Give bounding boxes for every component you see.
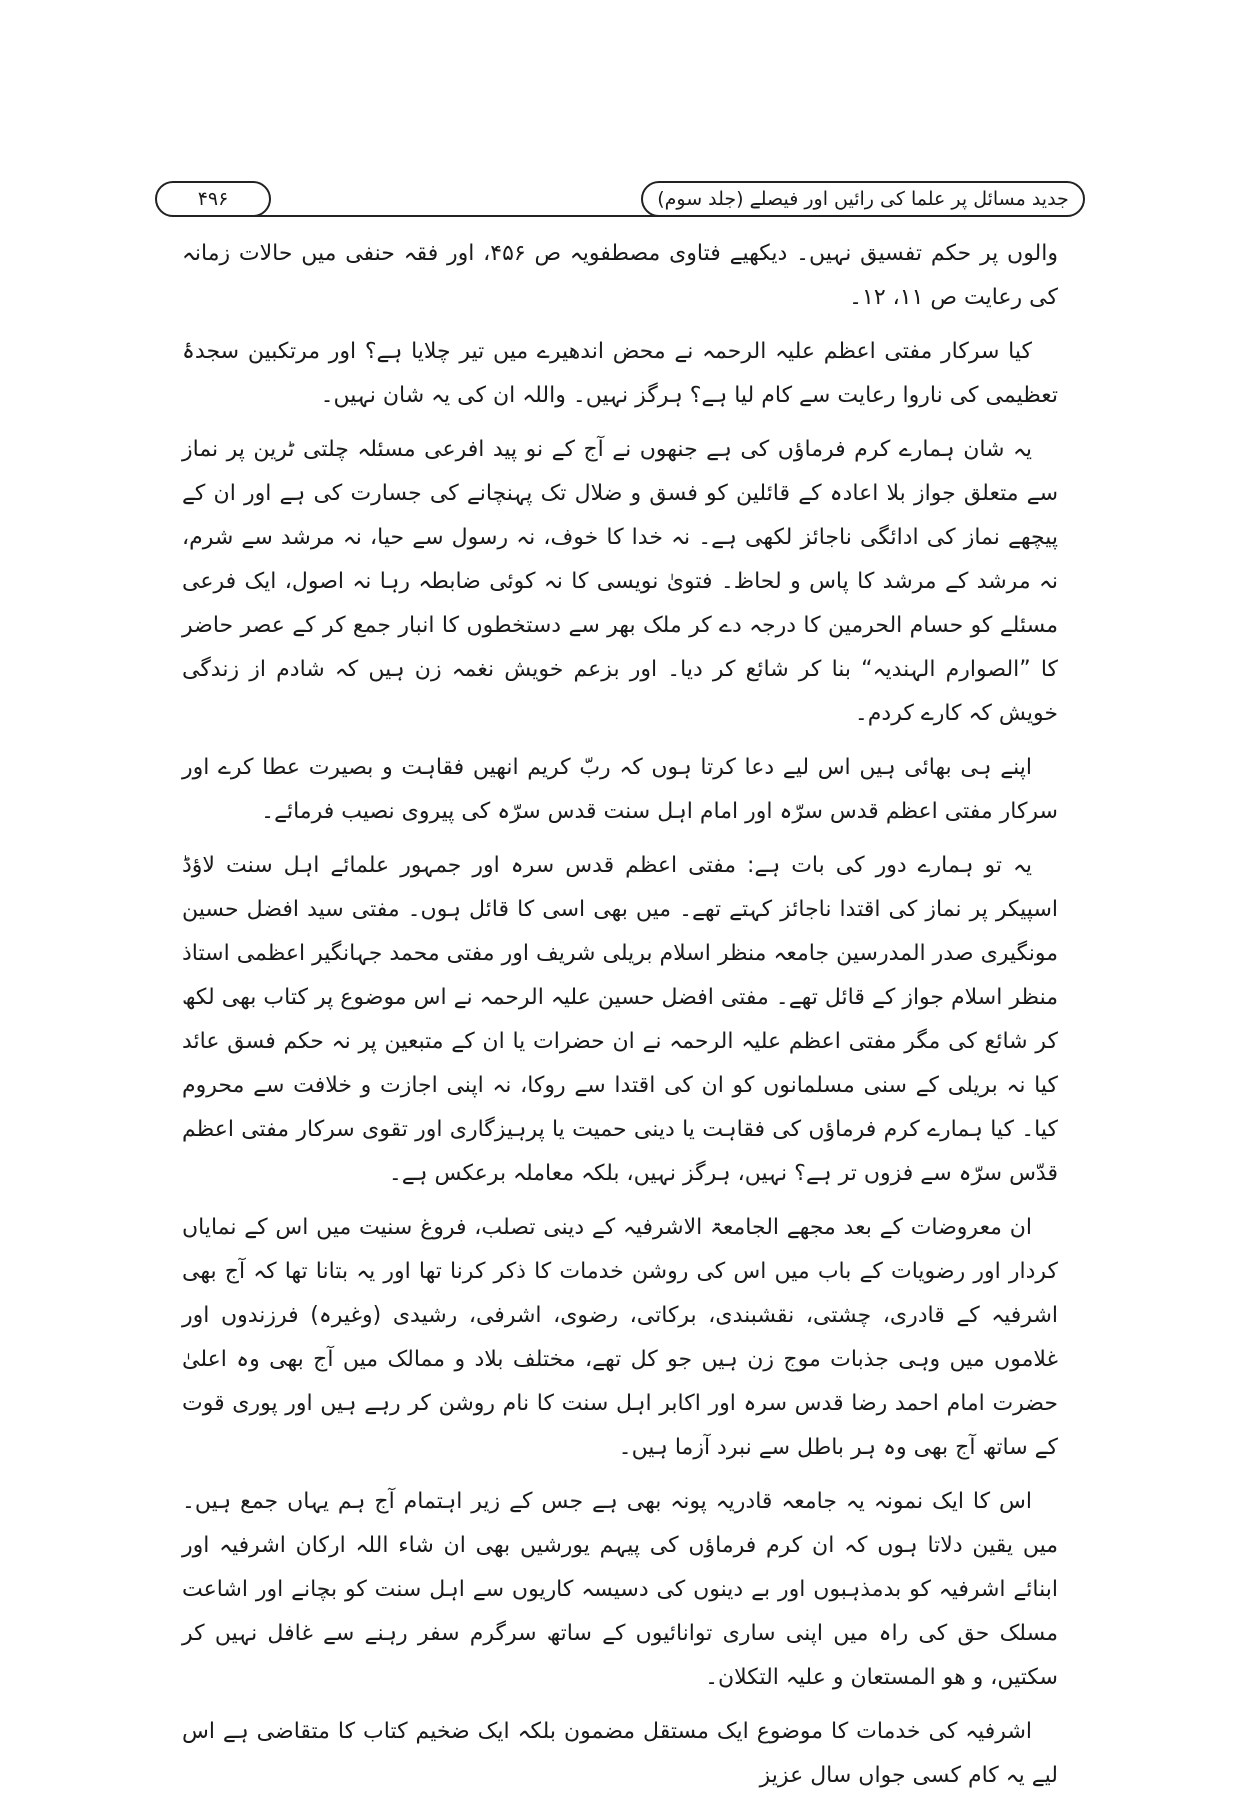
paragraph: یہ تو ہمارے دور کی بات ہے: مفتی اعظم قدس سرہ اور جمہور علمائے اہل سنت لاؤڈ اسپیکر پر نماز کی اقتدا ناجائز کہتے تھے۔ میں بھی اسی کا قائل ہوں۔ مفتی سید افضل حسین مونگیری صدر المدرسین جامعہ منظر اسلام بریلی شریف اور مفتی محمد جہانگیر اعظمی استاذ منظر اسلام جواز کے قائل تھے۔ مفتی افضل حسین علیہ الرحمہ نے اس موضوع پر کتاب بھی لکھ کر شائع کی مگر مفتی اعظم علیہ الرحمہ نے ان حضرات یا ان کے متبعین پر نہ حکم فسق عائد کیا نہ بریلی کے سنی مسلمانوں کو ان کی اقتدا سے روکا، نہ اپنی اجازت و خلافت سے محروم کیا۔ کیا ہمارے کرم فرماؤں کی فقاہت یا دینی حمیت یا پرہیزگاری اور تقوی سرکار مفتی اعظم قدّس سرّہ سے فزوں تر ہے؟ نہیں، ہرگز نہیں، بلکہ معاملہ برعکس ہے۔ (182, 853, 1058, 1186)
page-header (155, 177, 1085, 221)
paragraph: والوں پر حکم تفسیق نہیں۔ دیکھیے فتاوی مصطفویہ ص ۴۵۶، اور فقہ حنفی میں حالات زمانہ کی رعایت ص ۱۱، ۱۲۔ (182, 241, 1058, 310)
paragraph: اشرفیہ کی خدمات کا موضوع ایک مستقل مضمون بلکہ ایک ضخیم کتاب کا متقاضی ہے اس لیے یہ کام کسی جواں سال عزیز (182, 1719, 1058, 1788)
paragraph: یہ شان ہمارے کرم فرماؤں کی ہے جنھوں نے آج کے نو پید افرعی مسئلہ چلتی ٹرین پر نماز سے متعلق جواز بلا اعادہ کے قائلین کو فسق و ضلال تک پہنچانے کی جسارت کی ہے اور ان کے پیچھے نماز کی ادائگی ناجائز لکھی ہے۔ نہ خدا کا خوف، نہ رسول سے حیا، نہ مرشد سے شرم، نہ مرشد کے مرشد کا پاس و لحاظ۔ فتویٰ نویسی کا نہ کوئی ضابطہ رہا نہ اصول، ایک فرعی مسئلے کو حسام الحرمین کا درجہ دے کر ملک بھر سے دستخطوں کا انبار جمع کر کے عصر حاضر کا ”الصوارم الہندیہ“ بنا کر شائع کر دیا۔ اور بزعم خویش نغمہ زن ہیں کہ شادم از زندگی خویش کہ کارے کردم۔ (182, 437, 1058, 726)
paragraph: کیا سرکار مفتی اعظم علیہ الرحمہ نے محض اندھیرے میں تیر چلایا ہے؟ اور مرتکبین سجدۂ تعظیمی کی ناروا رعایت سے کام لیا ہے؟ ہرگز نہیں۔ واللہ ان کی یہ شان نہیں۔ (182, 339, 1058, 408)
book-title-frame (641, 181, 1085, 217)
paragraph: اس کا ایک نمونہ یہ جامعہ قادریہ پونہ بھی ہے جس کے زیر اہتمام آج ہم یہاں جمع ہیں۔ میں یقین دلاتا ہوں کہ ان کرم فرماؤں کی پیہم یورشیں بھی ان شاء اللہ ارکان اشرفیہ اور ابنائے اشرفیہ کو بدمذہبوں اور بے دینوں کی دسیسہ کاریوں سے اہل سنت کو بچانے اور اشاعت مسلک حق کی راہ میں اپنی ساری توانائیوں کے ساتھ سرگرم سفر رہنے سے غافل نہیں کر سکتیں، و ھو المستعان و علیہ التکلان۔ (182, 1489, 1058, 1690)
paragraph: اپنے ہی بھائی ہیں اس لیے دعا کرتا ہوں کہ ربّ کریم انھیں فقاہت و بصیرت عطا کرے اور سرکار مفتی اعظم قدس سرّہ اور امام اہل سنت قدس سرّہ کی پیروی نصیب فرمائے۔ (182, 755, 1058, 824)
body-text (182, 232, 1058, 1808)
page-number-frame (155, 181, 271, 217)
paragraph: ان معروضات کے بعد مجھے الجامعۃ الاشرفیہ کے دینی تصلب، فروغ سنیت میں اس کے نمایاں کردار اور رضویات کے باب میں اس کی روشن خدمات کا ذکر کرنا تھا اور یہ بتانا تھا کہ آج بھی اشرفیہ کے قادری، چشتی، نقشبندی، برکاتی، رضوی، اشرفی، رشیدی (وغیرہ) فرزندوں اور غلاموں میں وہی جذبات موج زن ہیں جو کل تھے، مختلف بلاد و ممالک میں آج بھی وہ اعلیٰ حضرت امام احمد رضا قدس سرہ اور اکابر اہل سنت کا نام روشن کر رہے ہیں اور پوری قوت کے ساتھ آج بھی وہ ہر باطل سے نبرد آزما ہیں۔ (182, 1215, 1058, 1460)
page-number: ۴۹۶ (197, 188, 229, 210)
book-title: جدید مسائل پر علما کی رائیں اور فیصلے (جلد سوم) (657, 188, 1069, 210)
